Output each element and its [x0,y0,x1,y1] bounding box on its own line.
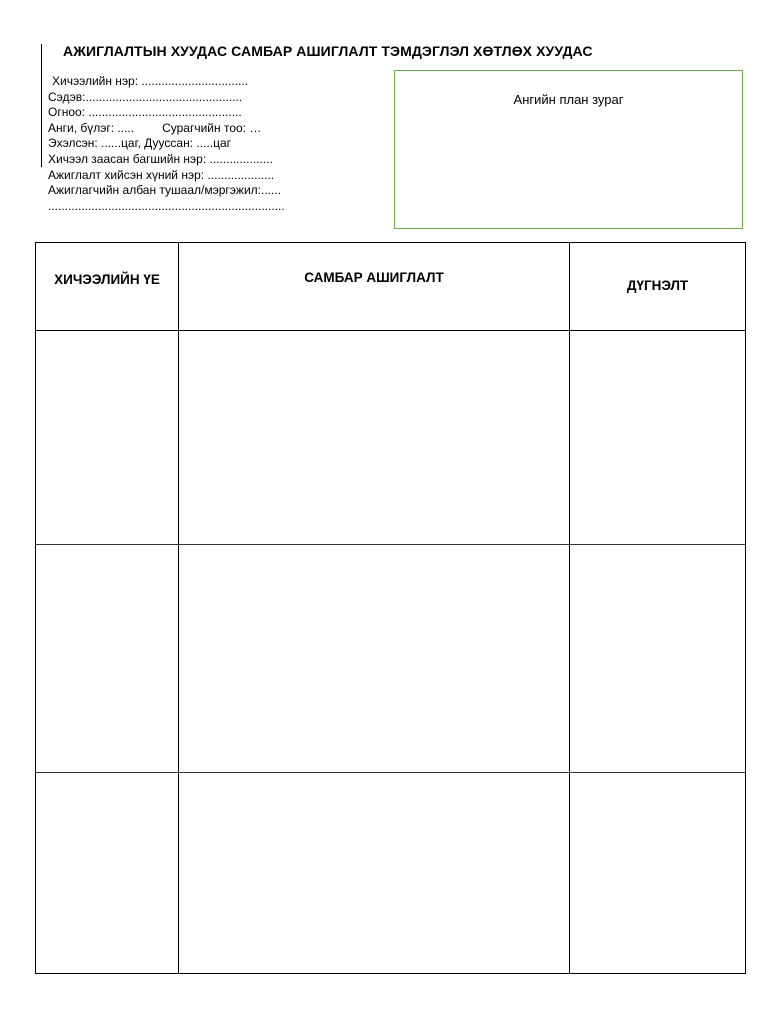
left-margin-bar [41,44,42,167]
observer-position-field[interactable]: Ажиглагчийн албан тушаал/мэргэжил:...... [48,183,281,198]
lesson-name-field[interactable]: Хичээлийн нэр: ................................ [52,74,249,88]
start-end-field[interactable]: Эхэлсэн: ......цаг, Дуусcан: .....цаг [48,136,231,151]
table-row-2-evaluation-cell[interactable] [570,545,745,772]
topic-field[interactable]: Сэдэв:............................................... [48,89,243,104]
info-block [48,74,285,214]
table-row-3-stage-cell[interactable] [36,773,178,973]
table-row-2-stage-cell[interactable] [36,545,178,772]
observation-table [35,242,746,974]
table-row-1-evaluation-cell[interactable] [570,331,745,544]
dotted-fill-line[interactable]: ....................................................................... [48,198,285,213]
header-board-use: САМБАР АШИГЛАЛТ [304,270,444,285]
table-row-3-board-use-cell[interactable] [179,773,569,973]
table-row-1-stage-cell[interactable] [36,331,178,544]
teacher-field[interactable]: Хичээл заасан багшийн нэр: ................... [48,151,273,166]
header-evaluation: ДҮГНЭЛТ [626,278,689,293]
table-row-3-evaluation-cell[interactable] [570,773,745,973]
class-plan-drawing-box[interactable] [394,70,743,229]
page-title: АЖИГЛАЛТЫН ХУУДАС САМБАР АШИГЛАЛТ ТЭМДЭГЛЭЛ ХӨТЛӨХ ХУУДАС [63,43,593,59]
table-row-2-board-use-cell[interactable] [179,545,569,772]
observer-field[interactable]: Ажиглалт хийсэн хүний нэр: .................... [48,167,275,182]
class-group-line [48,121,285,137]
class-plan-label: Ангийн план зураг [513,92,624,107]
date-field[interactable]: Огноо: .............................................. [48,105,242,120]
table-row-1-board-use-cell[interactable] [179,331,569,544]
class-group-field[interactable]: Анги, бүлэг: ..... [48,120,135,135]
header-lesson-stage: ХИЧЭЭЛИЙН ҮЕ [54,272,160,287]
student-count-field[interactable]: Сурагчийн тоо: … [162,120,262,135]
